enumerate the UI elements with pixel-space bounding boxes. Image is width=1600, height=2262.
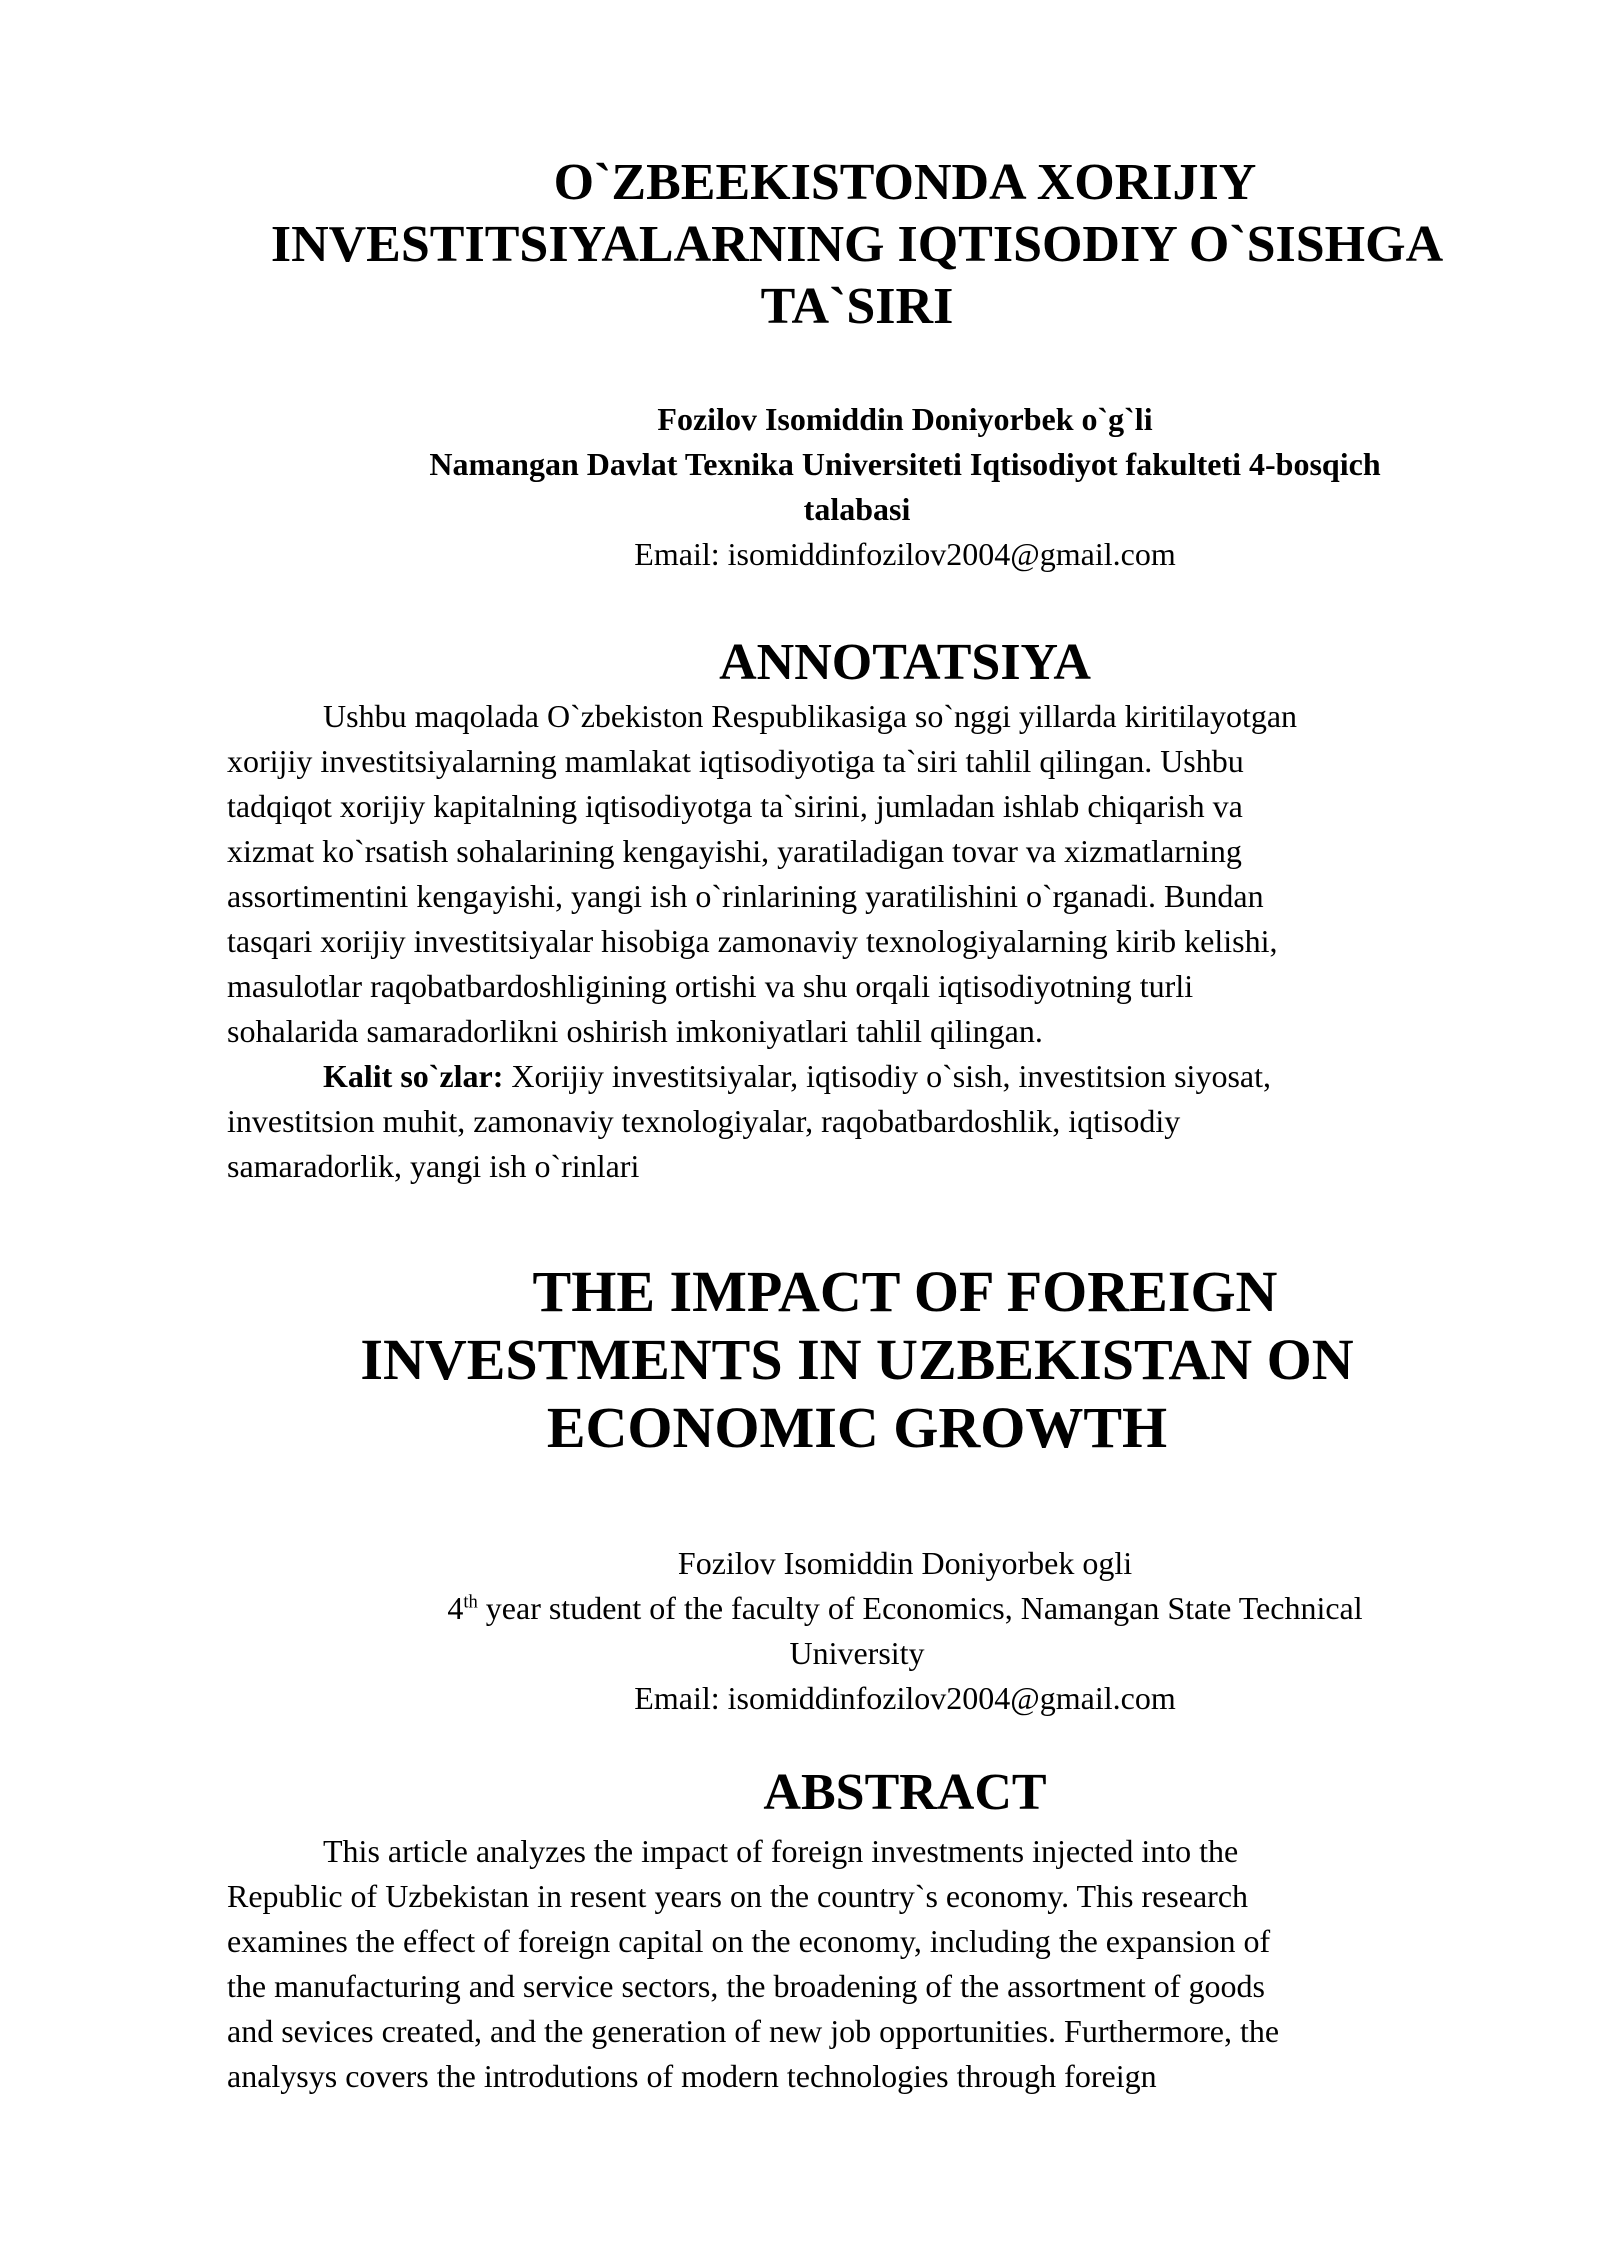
- uzbek-abstract-line: masulotlar raqobatbardoshligining ortishi va shu orqali iqtisodiyotning turli: [227, 968, 1194, 1004]
- english-abstract-line: the manufacturing and service sectors, the broadening of the assortment of goods: [227, 1968, 1265, 2004]
- english-abstract-line: Republic of Uzbekistan in resent years on the country`s economy. This research: [227, 1878, 1249, 1914]
- uzbek-abstract-line: tadqiqot xorijiy kapitalning iqtisodiyotga ta`sirini, jumladan ishlab chiqarish va: [227, 788, 1243, 824]
- english-abstract-line: This article analyzes the impact of foreign investments injected into the: [323, 1833, 1239, 1869]
- english-abstract-line: examines the effect of foreign capital on the economy, including the expansion of: [227, 1923, 1271, 1959]
- english-title-line-1: THE IMPACT OF FOREIGN: [532, 1259, 1278, 1324]
- uzbek-keywords-line: [227, 1054, 1487, 1099]
- uzbek-keywords-paragraph: [227, 1054, 1487, 1189]
- english-title-line-2: INVESTMENTS IN UZBEKISTAN ON: [360, 1327, 1354, 1392]
- english-abstract-line: analysys covers the introdutions of modern technologies through foreign: [227, 2058, 1157, 2094]
- uzbek-abstract-line: xorijiy investitsiyalarning mamlakat iqtisodiyotiga ta`siri tahlil qilingan. Ushbu: [227, 743, 1244, 779]
- uzbek-author-affiliation-line-2: talabasi: [803, 491, 911, 527]
- english-author-degree-line: [227, 1586, 1487, 1631]
- uzbek-title-line-1: O`ZBEEKISTONDA XORIJIY: [553, 154, 1257, 211]
- uzbek-author-name: Fozilov Isomiddin Doniyorbek o`g`li: [657, 401, 1153, 437]
- uzbek-abstract-paragraph: [227, 694, 1487, 1054]
- uzbek-title-line-3: TA`SIRI: [760, 278, 954, 335]
- english-author-name: Fozilov Isomiddin Doniyorbek ogli: [677, 1545, 1133, 1581]
- uzbek-abstract-line: xizmat ko`rsatish sohalarining kengayishi, yaratiladigan tovar va xizmatlarning: [227, 833, 1242, 869]
- uzbek-title: [227, 152, 1487, 338]
- english-title: [227, 1258, 1487, 1462]
- uzbek-abstract-line: assortimentini kengayishi, yangi ish o`rinlarining yaratilishini o`rganadi. Bundan: [227, 878, 1264, 914]
- keywords-text: Xorijiy investitsiyalar, iqtisodiy o`sish, investitsion siyosat,: [503, 1058, 1271, 1094]
- degree-ordinal-superscript: th: [463, 1591, 478, 1613]
- degree-text: year student of the faculty of Economics, Namangan State Technical: [477, 1590, 1363, 1626]
- abstract-heading: ABSTRACT: [763, 1764, 1047, 1821]
- uzbek-author-block: [227, 397, 1487, 577]
- english-abstract-paragraph: [227, 1829, 1487, 2099]
- uzbek-keywords-line: samaradorlik, yangi ish o`rinlari: [227, 1148, 640, 1184]
- english-title-line-3: ECONOMIC GROWTH: [546, 1395, 1168, 1460]
- uzbek-author-affiliation-line-1: Namangan Davlat Texnika Universiteti Iqtisodiyot fakulteti 4-bosqich: [429, 446, 1381, 482]
- uzbek-abstract-line: tasqari xorijiy investitsiyalar hisobiga zamonaviy texnologiyalarning kirib kelishi,: [227, 923, 1278, 959]
- english-abstract-line: and sevices created, and the generation of new job opportunities. Furthermore, the: [227, 2013, 1280, 2049]
- uzbek-abstract-line: sohalarida samaradorlikni oshirish imkoniyatlari tahlil qilingan.: [227, 1013, 1043, 1049]
- annotatsiya-heading: ANNOTATSIYA: [719, 634, 1091, 691]
- uzbek-abstract-line: Ushbu maqolada O`zbekiston Respublikasiga so`nggi yillarda kiritilayotgan: [323, 698, 1298, 734]
- english-author-email: Email: isomiddinfozilov2004@gmail.com: [634, 1680, 1176, 1716]
- english-author-block: [227, 1541, 1487, 1721]
- english-author-affiliation-line-2: University: [789, 1635, 925, 1671]
- uzbek-keywords-line: investitsion muhit, zamonaviy texnologiyalar, raqobatbardoshlik, iqtisodiy: [227, 1103, 1181, 1139]
- uzbek-author-email: Email: isomiddinfozilov2004@gmail.com: [634, 536, 1176, 572]
- keywords-label: Kalit so`zlar:: [323, 1058, 504, 1094]
- degree-number: 4: [447, 1590, 464, 1626]
- uzbek-title-line-2: INVESTITSIYALARNING IQTISODIY O`SISHGA: [270, 216, 1444, 273]
